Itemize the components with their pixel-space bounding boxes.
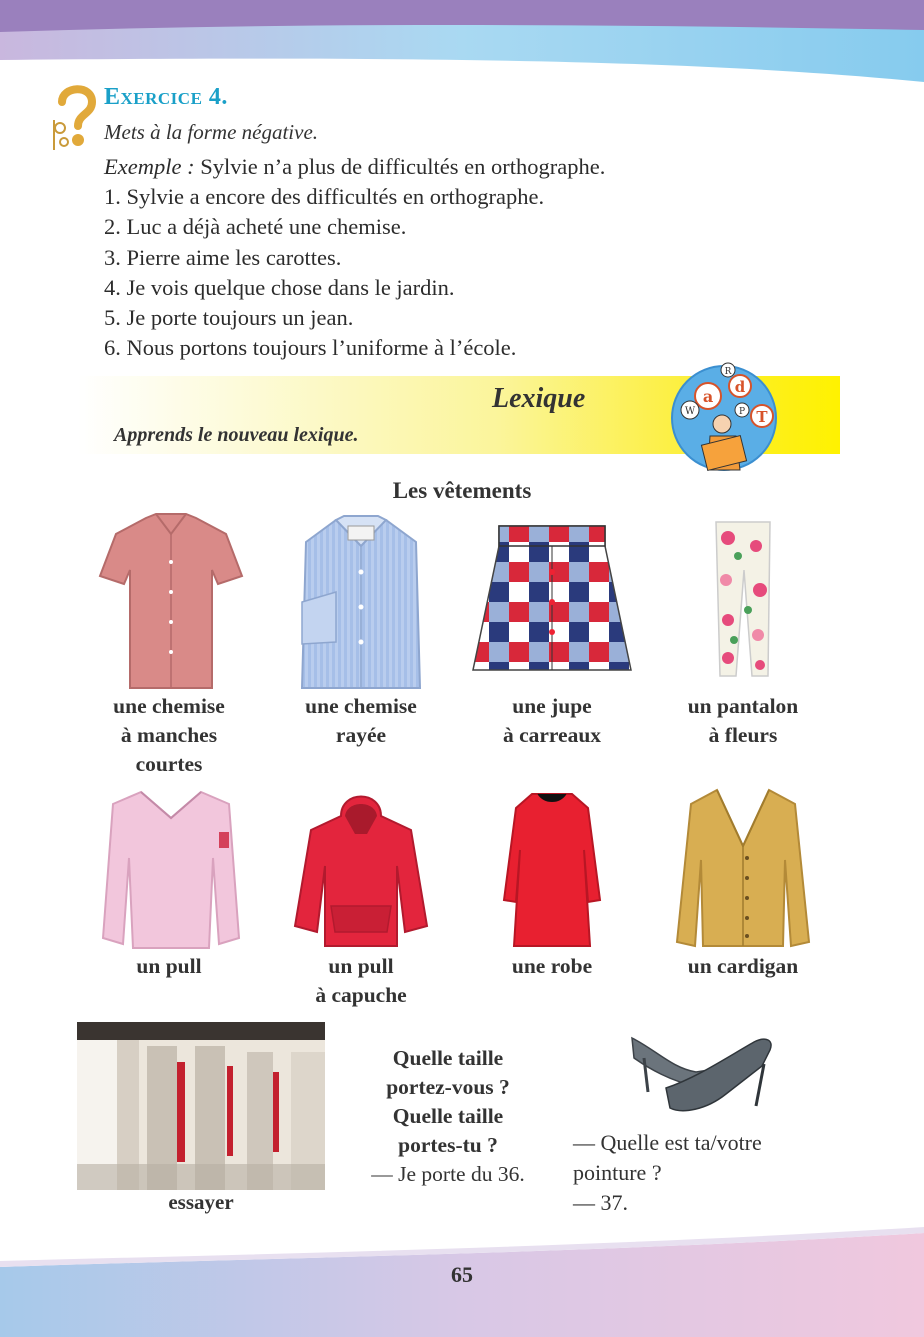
clothing-item [266,786,456,950]
exercise-title: Exercice 4. [104,84,228,110]
shoe-answer: — 37. [573,1190,628,1215]
exercise-item: 5. Je porte toujours un jean. [104,305,354,331]
exercise-item: 2. Luc a déjà acheté une chemise. [104,214,407,240]
caption-line: une chemise [305,694,417,718]
exercise-item: 4. Je vois quelque chose dans le jardin. [104,274,455,300]
icon-letter: W [684,406,696,417]
caption-line: un pull [328,954,394,978]
shoe-question: pointure ? [573,1160,662,1185]
pullover-icon [101,788,241,952]
caption-line: un pantalon [687,694,799,718]
lexique-subtitle: Apprends le nouveau lexique. [114,424,359,446]
caption-line: à fleurs [708,723,778,747]
icon-letter: a [702,387,714,406]
clothing-item [648,520,838,680]
exercise-item: 3. Pierre aime les carottes. [104,244,342,270]
clothing-caption [648,692,838,750]
top-decorative-band [0,0,924,90]
shoe-size-dialog [573,1128,843,1218]
caption-line: une chemise [113,694,225,718]
clothing-caption [266,692,456,750]
caption-line: à manches [120,723,218,747]
lexique-title: Lexique [492,383,586,414]
icon-letter: P [738,407,746,417]
flowered-trousers-icon [708,520,778,680]
clothing-caption [648,952,838,981]
clothing-caption [74,952,264,981]
clothing-caption [266,952,456,1010]
hoodie-icon [291,786,431,950]
clothing-item [457,790,647,950]
caption-line: à carreaux [502,723,602,747]
example-line [104,152,605,182]
size-answer: — Je porte du 36. [371,1162,525,1186]
question-mark-icon [48,80,102,152]
dress-icon [502,790,602,950]
clothing-caption [74,692,264,779]
striped-shirt-icon [296,512,426,690]
fitting-room-image [77,1022,325,1190]
example-text: Sylvie n’a plus de difficultés en orthographe. [194,154,606,179]
caption-line: un cardigan [687,954,799,978]
short-sleeve-shirt-icon [96,512,246,690]
exercise-instruction: Mets à la forme négative. [104,120,319,144]
caption-line: rayée [335,723,387,747]
clothing-item [457,522,647,676]
icon-letter: d [734,378,746,396]
clothing-item [76,788,266,952]
size-question: Quelle taille [392,1104,504,1128]
exercise-sentences [104,152,605,363]
cardigan-icon [675,786,811,950]
example-label: Exemple : [104,154,195,179]
clothing-item [648,786,838,950]
caption-line: une robe [511,954,593,978]
clothing-item [76,512,266,690]
icon-letter: T [756,408,768,426]
high-heel-shoes-icon [626,1028,776,1118]
caption-line: une jupe [512,694,592,718]
exercise-item: 6. Nous portons toujours l’uniforme à l’école. [104,335,517,361]
caption-line: à capuche [315,983,407,1007]
checked-skirt-icon [469,522,635,676]
icon-letter: R [724,367,732,377]
clothing-item [266,512,456,690]
exercise-item: 1. Sylvie a encore des difficultés en orthographe. [104,184,545,210]
section-title: Les vêtements [392,478,532,503]
size-question: Quelle taille [392,1046,504,1070]
page-number: 65 [451,1262,473,1287]
size-dialog [340,1044,556,1189]
caption-line: un pull [136,954,202,978]
size-question: portes-tu ? [398,1133,498,1157]
fitting-room-caption: essayer [168,1190,234,1214]
reading-boy-icon [668,362,780,474]
caption-line: courtes [135,752,203,776]
clothing-caption [457,952,647,981]
shoe-question: — Quelle est ta/votre [573,1130,762,1155]
clothing-caption [457,692,647,750]
size-question: portez-vous ? [386,1075,510,1099]
